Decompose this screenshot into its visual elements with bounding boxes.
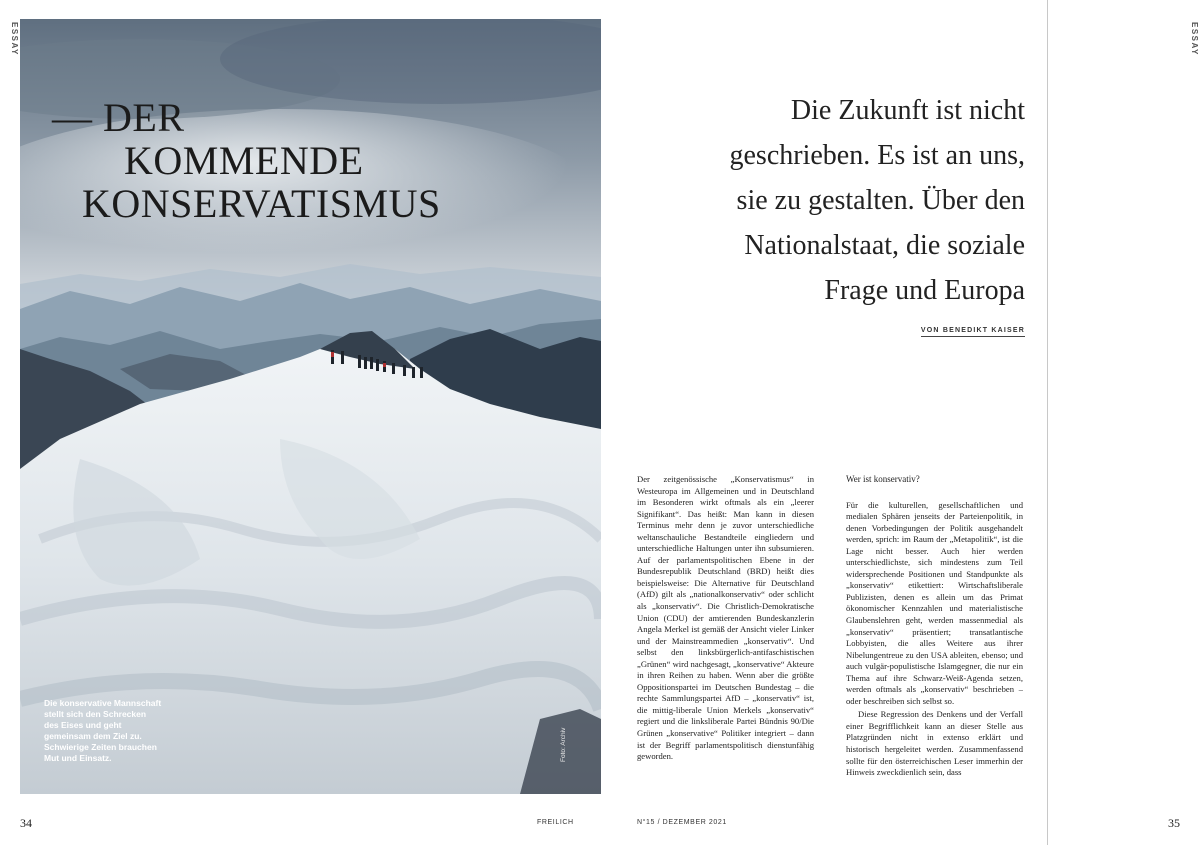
subheadline-line-5: Frage und Europa bbox=[824, 275, 1025, 306]
headline-line-1: — DER bbox=[52, 95, 185, 140]
section-label-right: ESSAY bbox=[1190, 22, 1199, 56]
photo-caption: Die konservative Mannschaft stellt sich den Schrecken des Eises und geht gemeinsam dem Ziel zu. Schwierige Zeiten brauchen Mut und Einsatz. bbox=[44, 698, 162, 763]
page-number-right: 35 bbox=[1168, 816, 1180, 830]
subheadline-line-2: geschrieben. Es ist an uns, bbox=[729, 140, 1025, 171]
column-2-paragraph-2: Diese Regression des Denkens und der Verfall einer Begrifflichkeit kann an dieser Stelle aus Platzgründen nicht in extenso erklärt und historisch hergeleitet werden. Zusammenfassend sollte für den österreichischen Leser immerhin der Hinweis zweckdienlich sein, dass bbox=[846, 709, 1023, 778]
photo-credit: Foto: Archiv bbox=[560, 727, 567, 762]
subheadline-line-4: Nationalstaat, die soziale bbox=[744, 230, 1025, 261]
column-1-paragraph: Der zeitgenössische „Konservatismus“ in Westeuropa im Allgemeinen und in Deutschland im Besonderen wirkt oftmals als ein „leerer Signifikant“. Das heißt: Man kann in diesen Terminus mehr denn je zuvor unterschiedliche weltanschauliche Bestandteile eingliedern und unterschiedliche Haltungen unter ihn subsumieren. Auf der parlamentspolitischen Ebene in der Bundesrepublik Deutschland (BRD) heißt dies beispielsweise: Die Alternative für Deutschland (AfD) gilt als „nationalkonservativ“ oder schlicht als „konservativ“. Die Christlich-Demokratische Union (CDU) der amtierenden Bundeskanzlerin Angela Merkel ist gemäß der Ansicht vieler Linker und der Mainstreammedien „konservativ“. Und selbst den linksbürgerlich-antifaschistischen „Grünen“ wird nachgesagt, „konservative“ Akteure in ihren Reihen zu haben. Wenn aber die größte Oppositionspartei im Deutschen Bundestag – die rechte Sammlungspartei AfD – „konservativ“ ist, die mittig-liberale Union Merkels „konservativ“ regiert und die linksliberale Partei Bündnis 90/Die Grünen „konservative“ Politiker integriert – dann ist der Begriff parlamentspolitisch dienstunfähig geworden. bbox=[637, 474, 814, 762]
magazine-name: FREILICH bbox=[537, 819, 574, 826]
section-heading: Wer ist konservativ? bbox=[846, 474, 920, 484]
page-spine-divider bbox=[1047, 0, 1048, 845]
article-subheadline bbox=[620, 88, 1025, 313]
headline-line-3: KONSERVATISMUS bbox=[82, 181, 441, 226]
article-headline bbox=[52, 96, 492, 225]
headline-line-2: KOMMENDE bbox=[124, 138, 364, 183]
body-column-1 bbox=[637, 474, 814, 796]
issue-info: N°15 / DEZEMBER 2021 bbox=[637, 819, 727, 826]
subheadline-line-1: Die Zukunft ist nicht bbox=[790, 95, 1025, 126]
author-byline bbox=[880, 327, 1025, 334]
page-number-left: 34 bbox=[20, 816, 32, 830]
subheadline-line-3: sie zu gestalten. Über den bbox=[736, 185, 1025, 216]
column-2-paragraph-1: Für die kulturellen, gesellschaftlichen und medialen Sphären jenseits der Parteienpolitik, in denen Vorbedingungen der Politik ausgehandelt werden, sprich: im Raum der „Metapolitik“, ist die Lage nicht besser. Auch hier werden unterschiedlichste, sich mindestens zum Teil widersprechende Positionen und Standpunkte als „konservativ“ etikettiert: Wirtschaftsliberale Publizisten, denen es allein um das Primat ökonomischer Kennzahlen und materialistische Glaubenslehren geht, werden massenmedial als „konservativ“ präsentiert; transatlantische Lobbyisten, die alles Weitere aus ihrer Nibelungentreue zu den USA ableiten, ebenso; und auch vulgär-populistische Islamgegner, die nur ein Thema auf ihre Schwarz-Weiß-Agenda setzen, werden oftmals als „konservativ“ beschrieben – oder beschreiben sich selbst so. bbox=[846, 499, 1023, 706]
section-label-left: ESSAY bbox=[10, 22, 19, 56]
body-column-2 bbox=[846, 474, 1023, 796]
author-name: VON BENEDIKT KAISER bbox=[921, 327, 1025, 337]
